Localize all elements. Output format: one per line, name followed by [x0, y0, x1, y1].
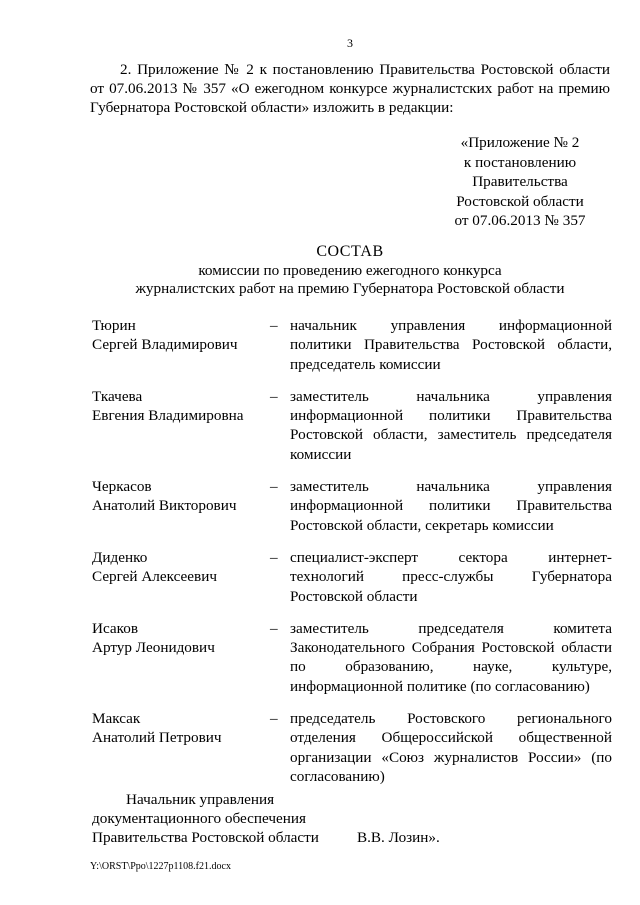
member-surname: Максак: [92, 710, 141, 728]
member-dash: –: [270, 387, 278, 405]
title-heading: СОСТАВ: [316, 243, 384, 260]
member-surname: Ткачева: [92, 387, 143, 405]
member-given-name: Артур Леонидович: [92, 639, 215, 657]
member-name: [92, 477, 270, 535]
page-number: 3: [347, 36, 353, 50]
member-row: [92, 709, 612, 786]
member-role: специалист-эксперт сектора интернет-технологий пресс-службы Губернатора Ростовской области: [290, 548, 612, 605]
member-name: [92, 316, 270, 374]
signature-block: [92, 790, 592, 847]
member-role: начальник управления информационной политики Правительства Ростовской области, председатель комиссии: [290, 317, 612, 373]
member-role: заместитель начальника управления информационной политики Правительства Ростовской области, секретарь комиссии: [290, 478, 612, 534]
title-subline: журналистских работ на премию Губернатора Ростовской области: [135, 280, 565, 297]
appendix-line: Ростовской области: [456, 192, 584, 210]
signature-position-line: Начальник управления: [126, 791, 275, 808]
member-name: [92, 709, 270, 786]
appendix-line: от 07.06.2013 № 357: [454, 212, 586, 229]
member-dash: –: [270, 619, 278, 637]
member-row: [92, 477, 612, 535]
member-role: заместитель председателя комитета Законодательного Собрания Ростовской области по образованию, науке, культуре, информационной политике (по согласованию): [290, 619, 612, 695]
member-name: [92, 387, 270, 464]
member-surname: Диденко: [92, 548, 148, 566]
signature-position-line: документационного обеспечения: [92, 810, 306, 827]
member-given-name: Сергей Владимирович: [92, 336, 238, 354]
member-surname: Тюрин: [92, 317, 136, 334]
signer-name: В.В. Лозин».: [357, 829, 440, 846]
member-given-name: Анатолий Викторович: [92, 497, 237, 515]
appendix-header: [440, 133, 600, 231]
signature-organization: Правительства Ростовской области: [92, 829, 319, 846]
member-given-name: Евгения Владимировна: [92, 407, 244, 425]
member-row: [92, 387, 612, 464]
member-dash: –: [270, 548, 278, 566]
member-row: [92, 548, 612, 606]
members-list: [92, 316, 612, 799]
intro-paragraph: 2. Приложение № 2 к постановлению Правительства Ростовской области от 07.06.2013 № 357 «О ежегодном конкурсе журналистских работ на премию Губернатора Ростовской области» изложить в редакции:: [90, 61, 610, 116]
member-name: [92, 548, 270, 606]
member-row: [92, 316, 612, 374]
appendix-line: к постановлению: [463, 153, 577, 171]
file-path-footer: Y:\ORST\Ppo\1227p1108.f21.docx: [90, 861, 231, 872]
member-role: заместитель начальника управления информационной политики Правительства Ростовской области, заместитель председателя комиссии: [290, 387, 612, 463]
member-dash: –: [270, 478, 278, 496]
commission-title: [90, 243, 610, 298]
appendix-line: Правительства: [472, 173, 568, 190]
signature-row: [92, 828, 592, 847]
member-role: председатель Ростовского регионального отделения Общероссийской общественной организации «Союз журналистов России» (по согласованию): [290, 710, 612, 785]
member-given-name: Сергей Алексеевич: [92, 568, 217, 586]
member-surname: Исаков: [92, 619, 139, 637]
member-row: [92, 619, 612, 696]
member-dash: –: [270, 317, 278, 334]
appendix-line: «Приложение № 2: [460, 134, 580, 151]
member-given-name: Анатолий Петрович: [92, 729, 222, 747]
member-dash: –: [270, 710, 278, 728]
title-subline: комиссии по проведению ежегодного конкурса: [198, 262, 502, 279]
member-name: [92, 619, 270, 696]
member-surname: Черкасов: [92, 478, 152, 496]
